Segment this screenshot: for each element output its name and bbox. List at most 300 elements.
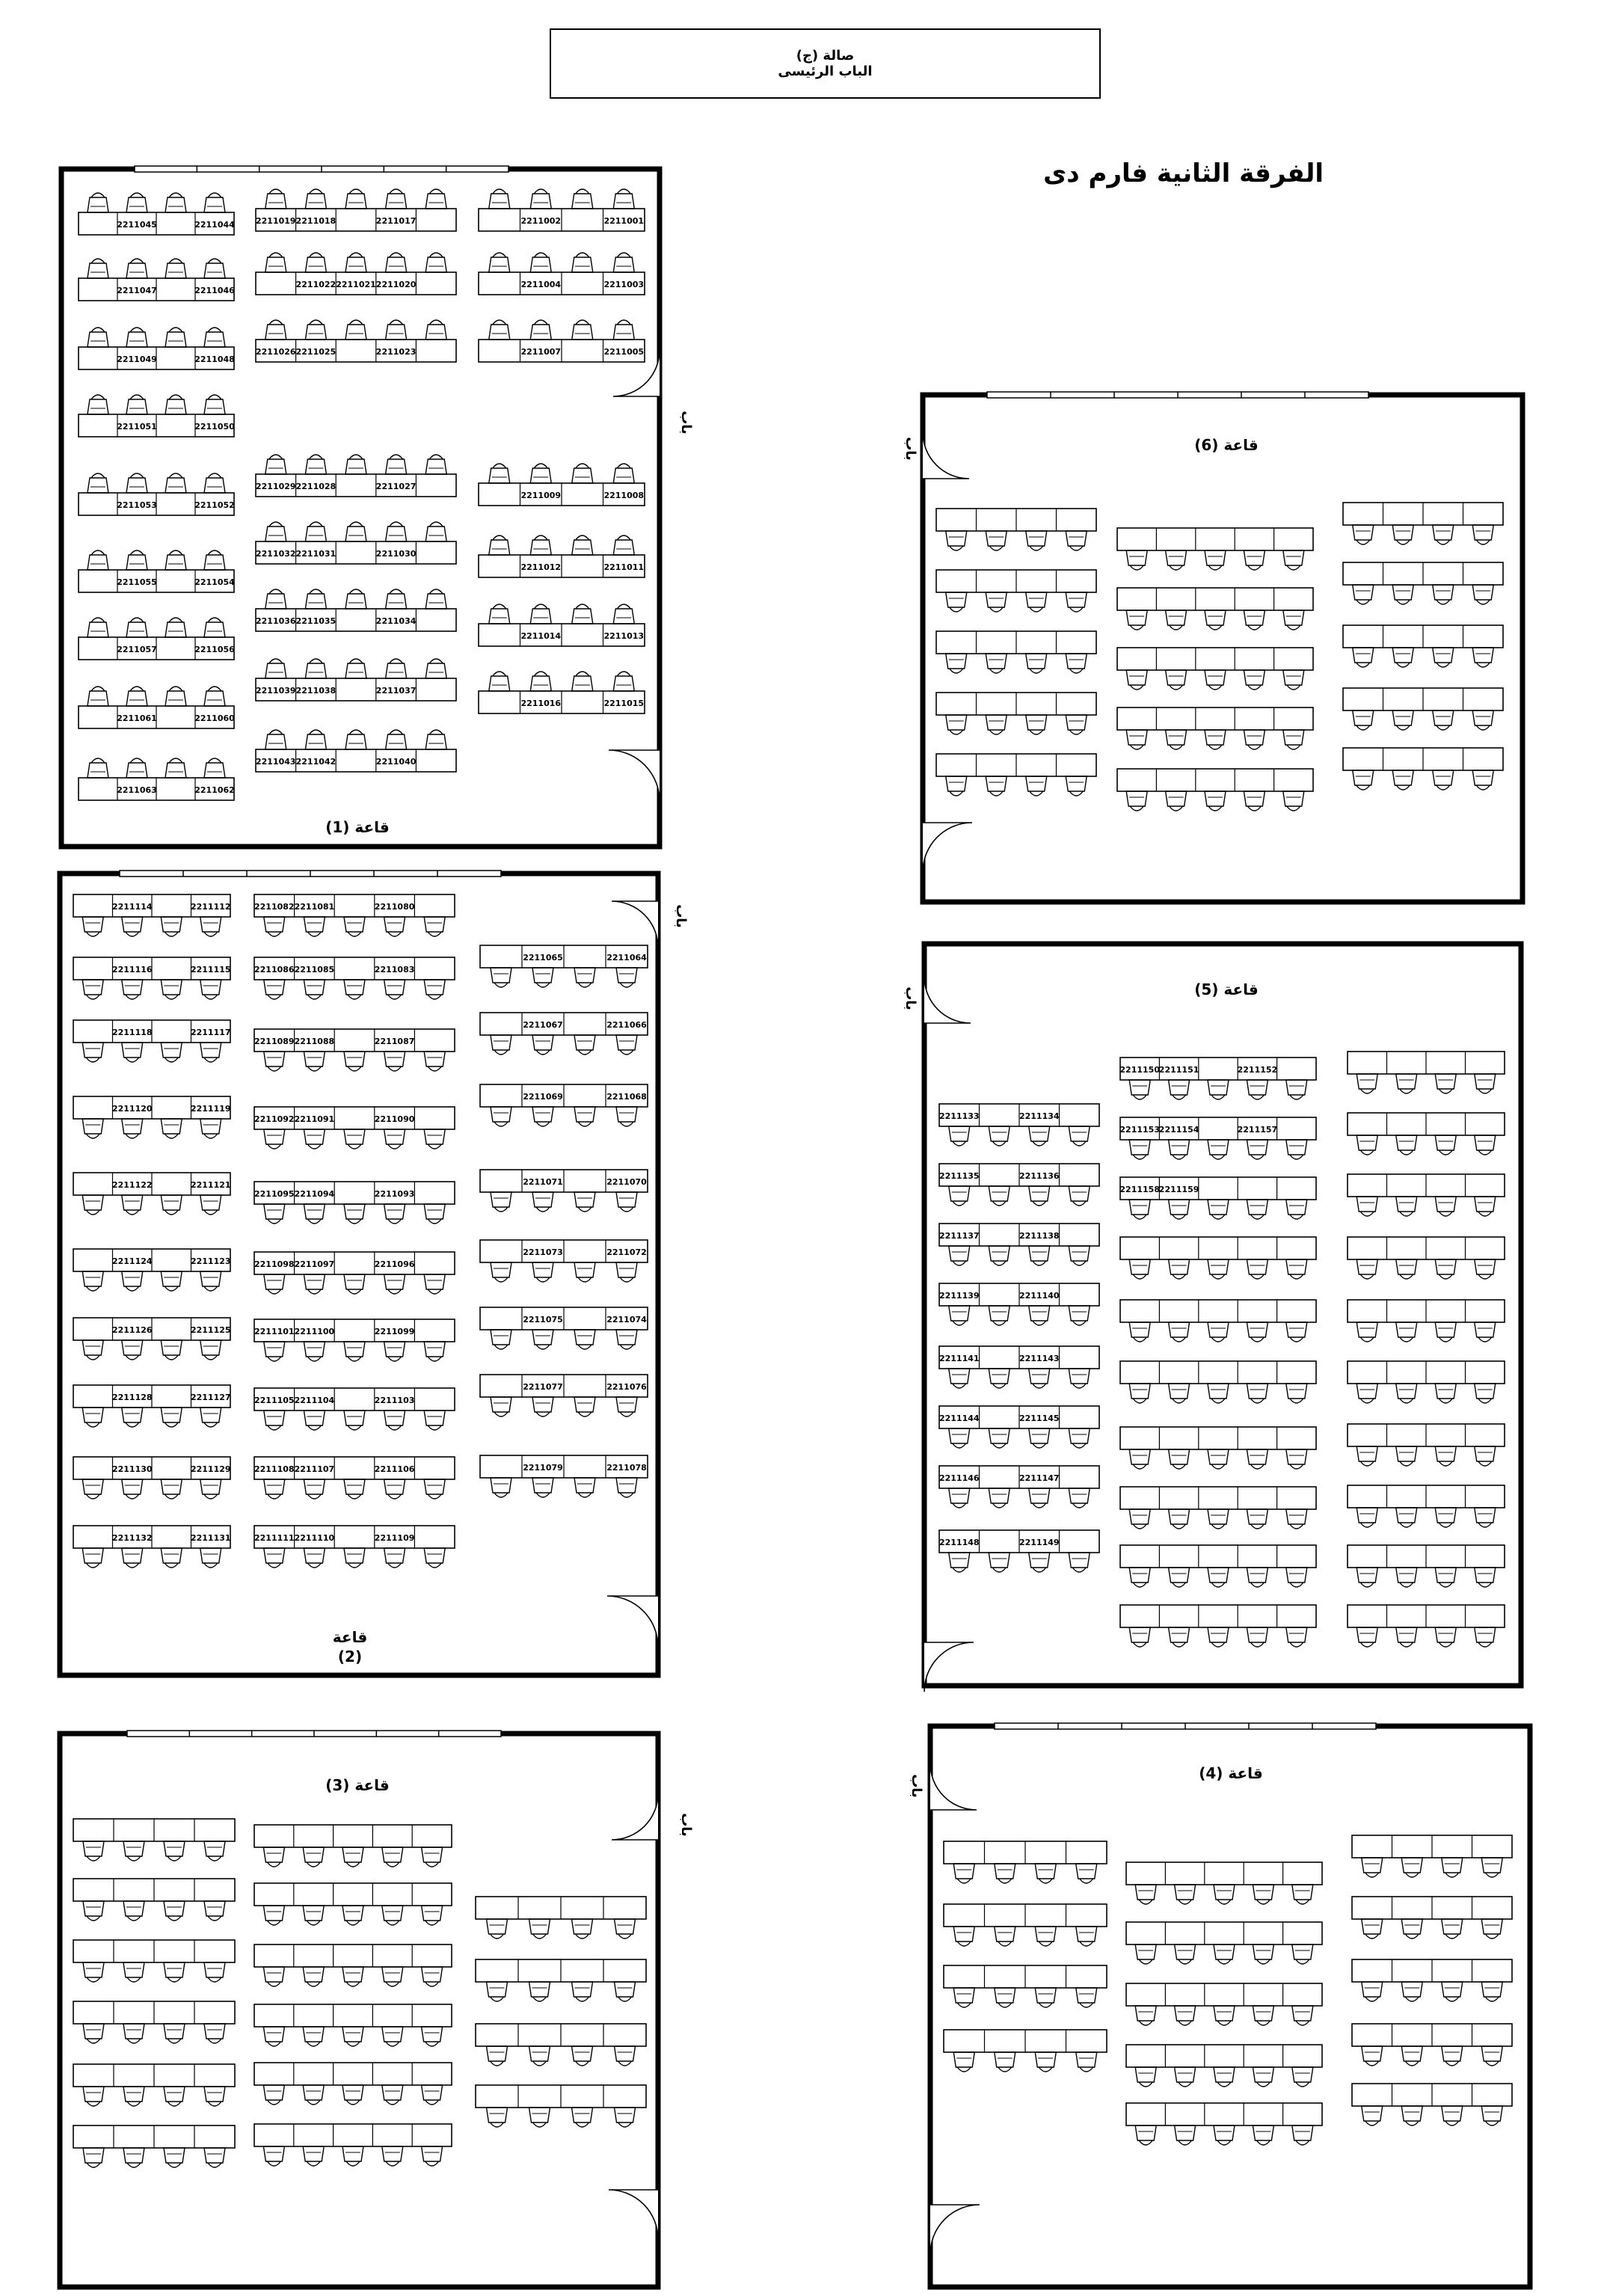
desk-group [1343, 503, 1503, 544]
student-code: 2211022 [295, 280, 337, 289]
student-code: 2211009 [520, 491, 562, 500]
desk-group [479, 320, 645, 362]
desk-group [939, 1466, 1099, 1508]
desk [254, 2004, 452, 2027]
student-code: 2211069 [523, 1092, 563, 1102]
desk-group [1120, 1605, 1316, 1647]
desk-group [1120, 1237, 1316, 1279]
desk-group [480, 1375, 648, 1416]
student-code: 2211116 [111, 965, 153, 974]
student-code: 2211054 [194, 577, 235, 587]
room-2-label-number: (2) [337, 1648, 363, 1666]
desk-group [254, 1944, 452, 1986]
desk-group [1348, 1113, 1505, 1155]
student-code: 2211096 [374, 1259, 415, 1269]
student-code: 2211043 [256, 757, 296, 767]
desk [1126, 1983, 1322, 2006]
desk-group [79, 473, 235, 515]
desk-group [256, 189, 456, 231]
desk-group [254, 1107, 455, 1149]
student-code: 2211070 [606, 1177, 647, 1187]
desk [1117, 588, 1313, 610]
desk-group [1117, 528, 1313, 570]
desk-group [939, 1530, 1099, 1572]
student-code: 2211055 [117, 577, 157, 587]
student-code: 2211005 [603, 347, 645, 357]
student-code: 2211065 [523, 953, 563, 963]
student-code: 2211140 [1018, 1291, 1060, 1301]
student-code: 2211057 [117, 645, 157, 654]
desk-group [254, 2063, 452, 2105]
student-code: 2211064 [606, 953, 647, 963]
desk-group [73, 1249, 231, 1291]
desk-group [73, 1318, 231, 1360]
student-code: 2211104 [294, 1396, 335, 1405]
desk-group [480, 1455, 648, 1497]
desk [1117, 528, 1313, 550]
student-code: 2211150 [1119, 1065, 1160, 1075]
desk [1126, 1922, 1322, 1944]
desk-group [939, 1406, 1099, 1448]
student-code: 2211133 [938, 1111, 980, 1121]
student-code: 2211074 [606, 1315, 647, 1325]
desk-group [936, 631, 1096, 673]
desk [1126, 2103, 1322, 2125]
desk-group [254, 1825, 452, 1867]
desk-group [254, 1526, 455, 1568]
student-code: 2211045 [117, 220, 157, 230]
student-code: 2211149 [1018, 1538, 1060, 1547]
student-code: 2211050 [194, 422, 235, 432]
desk-group [1119, 1177, 1316, 1219]
desk [1126, 2045, 1322, 2067]
student-code: 2211072 [606, 1247, 647, 1257]
room-4 [930, 1726, 1530, 2287]
desk-group [1120, 1545, 1316, 1587]
student-code: 2211026 [256, 347, 296, 357]
desk-group [256, 455, 456, 497]
door-label: باب [678, 1813, 694, 1837]
desk [254, 1883, 452, 1906]
student-code: 2211112 [190, 902, 231, 912]
room-3-label: قاعة (3) [325, 1776, 390, 1794]
student-code: 2211004 [520, 280, 562, 289]
desk-group [480, 1013, 648, 1055]
desk-group [79, 328, 235, 369]
student-code: 2211091 [294, 1114, 335, 1124]
desk-group [1352, 1959, 1512, 2001]
student-code: 2211063 [117, 785, 157, 795]
student-code: 2211031 [295, 549, 337, 559]
student-code: 2211011 [603, 562, 645, 572]
door-room-4-b [930, 2205, 980, 2254]
student-code: 2211114 [111, 902, 153, 912]
student-code: 2211119 [190, 1104, 231, 1114]
student-code: 2211147 [1018, 1473, 1060, 1483]
student-code: 2211105 [254, 1396, 295, 1405]
desk-group [1126, 2045, 1322, 2087]
door-label: باب [909, 1774, 924, 1798]
desk-group [1348, 1361, 1505, 1403]
desk-group [1120, 1361, 1316, 1403]
desk-group [1120, 1487, 1316, 1529]
student-code: 2211018 [295, 216, 337, 226]
student-code: 2211110 [294, 1533, 335, 1543]
desk-group [256, 589, 456, 631]
student-code: 2211046 [194, 286, 235, 295]
student-code: 2211053 [117, 500, 157, 510]
student-code: 2211030 [375, 549, 417, 559]
door-room-3-b [609, 2190, 658, 2239]
door-room-6-a [923, 432, 969, 479]
desk-group [1126, 1862, 1322, 1904]
desk [1120, 1605, 1316, 1627]
desk-group [1119, 1058, 1316, 1099]
desk-group [1343, 688, 1503, 730]
desk-group [936, 693, 1096, 734]
room-2-label: قاعة [332, 1628, 368, 1646]
desk-group [479, 672, 645, 713]
desk-group [944, 2030, 1107, 2072]
desk-group [936, 754, 1096, 796]
desk [1120, 1545, 1316, 1568]
student-code: 2211039 [256, 686, 296, 696]
desk-group [939, 1283, 1099, 1325]
desk-group [480, 945, 648, 987]
desk-group [1348, 1237, 1505, 1279]
student-code: 2211036 [256, 616, 296, 626]
desk-group [939, 1104, 1099, 1146]
student-code: 2211111 [254, 1533, 295, 1543]
student-code: 2211044 [194, 220, 235, 230]
desk [254, 2124, 452, 2146]
desk-group [79, 758, 235, 800]
desk [254, 2063, 452, 2085]
desk-group [476, 1897, 646, 1939]
desk-group [1352, 1897, 1512, 1939]
student-code: 2211060 [194, 713, 235, 723]
student-code: 2211146 [938, 1473, 980, 1483]
desk-group [1120, 1300, 1316, 1342]
door-room-2-a [612, 901, 658, 948]
desk [1120, 1487, 1316, 1509]
student-code: 2211023 [375, 347, 417, 357]
student-code: 2211016 [520, 699, 562, 708]
desk-group [939, 1346, 1099, 1388]
student-code: 2211075 [523, 1315, 563, 1325]
student-code: 2211076 [606, 1382, 647, 1392]
student-code: 2211124 [111, 1256, 153, 1266]
desk-group [1119, 1117, 1316, 1159]
student-code: 2211040 [375, 757, 417, 767]
student-code: 2211121 [190, 1180, 231, 1190]
student-code: 2211017 [375, 216, 417, 226]
student-code: 2211051 [117, 422, 157, 432]
student-code: 2211090 [374, 1114, 415, 1124]
desk-group [479, 604, 645, 646]
student-code: 2211092 [254, 1114, 295, 1124]
desk-group [944, 1965, 1107, 2007]
student-code: 2211083 [374, 965, 415, 974]
student-code: 2211062 [194, 785, 235, 795]
room-5-label: قاعة (5) [1194, 980, 1259, 998]
student-code: 2211158 [1119, 1185, 1160, 1194]
desk-group [479, 253, 645, 295]
desk-group [936, 570, 1096, 612]
desk-group [480, 1170, 648, 1212]
student-code: 2211066 [606, 1020, 647, 1030]
desk-group [1126, 1983, 1322, 2025]
desk-group [73, 1385, 231, 1427]
desk [1117, 707, 1313, 730]
student-code: 2211081 [294, 902, 335, 912]
door-room-2-b [607, 1596, 658, 1647]
student-code: 2211094 [294, 1189, 335, 1199]
student-code: 2211151 [1158, 1065, 1199, 1075]
student-code: 2211034 [375, 616, 417, 626]
student-code: 2211097 [294, 1259, 335, 1269]
desk-group [1352, 2084, 1512, 2125]
desk-group [1352, 1835, 1512, 1877]
student-code: 2211153 [1119, 1125, 1160, 1135]
desk-group [944, 1904, 1107, 1946]
student-code: 2211068 [606, 1092, 647, 1102]
student-code: 2211021 [336, 280, 376, 289]
student-code: 2211125 [190, 1325, 231, 1335]
room-4-label: قاعة (4) [1199, 1764, 1263, 1782]
student-code: 2211008 [603, 491, 645, 500]
student-code: 2211098 [254, 1259, 295, 1269]
student-code: 2211049 [117, 354, 157, 364]
door-room-6-b [923, 823, 972, 872]
student-code: 2211077 [523, 1382, 563, 1392]
desk-group [479, 464, 645, 506]
student-code: 2211100 [294, 1327, 335, 1336]
desk-group [480, 1084, 648, 1126]
desk-group [254, 2004, 452, 2046]
door-label: باب [678, 411, 694, 435]
student-code: 2211127 [190, 1393, 231, 1402]
desk [1117, 769, 1313, 791]
desk-group [1117, 648, 1313, 690]
desk [1126, 1862, 1322, 1885]
desk-group [73, 1457, 231, 1499]
student-code: 2211145 [1018, 1413, 1060, 1423]
desk-group [79, 259, 235, 301]
desk-group [73, 2001, 235, 2043]
student-code: 2211029 [256, 482, 296, 491]
student-code: 2211007 [520, 347, 562, 357]
student-code: 2211028 [295, 482, 337, 491]
student-code: 2211012 [520, 562, 562, 572]
student-code: 2211134 [1018, 1111, 1060, 1121]
door-room-1-b [609, 750, 660, 801]
desk-group [939, 1224, 1099, 1265]
desk-group [1348, 1545, 1505, 1587]
student-code: 2211048 [194, 354, 235, 364]
desk-group [73, 1020, 231, 1062]
desk-group [254, 894, 455, 936]
door-label: باب [903, 986, 918, 1010]
student-code: 2211132 [111, 1533, 153, 1543]
student-code: 2211136 [1018, 1171, 1060, 1181]
desk-group [73, 1940, 235, 1982]
desk [1117, 648, 1313, 670]
desk-group [73, 1096, 231, 1138]
student-code: 2211139 [938, 1291, 980, 1301]
student-code: 2211159 [1158, 1185, 1199, 1194]
desk-group [1126, 1922, 1322, 1964]
desk-group [1117, 769, 1313, 811]
student-code: 2211103 [374, 1396, 415, 1405]
desk-group [1348, 1052, 1505, 1093]
student-code: 2211061 [117, 713, 157, 723]
desk-group [254, 2124, 452, 2166]
desk-group [254, 1252, 455, 1294]
desk-group [1352, 2024, 1512, 2066]
desk-group [256, 253, 456, 295]
student-code: 2211025 [295, 347, 337, 357]
student-code: 2211032 [256, 549, 296, 559]
desk-group [254, 1388, 455, 1430]
student-code: 2211047 [117, 286, 157, 295]
room-1-label: قاعة (1) [325, 818, 390, 836]
desk-group [254, 1029, 455, 1071]
student-code: 2211042 [295, 757, 337, 767]
student-code: 2211154 [1158, 1125, 1199, 1135]
student-code: 2211093 [374, 1189, 415, 1199]
student-code: 2211019 [256, 216, 296, 226]
desk-group [73, 2125, 235, 2167]
door-room-4-a [930, 1764, 977, 1810]
student-code: 2211129 [190, 1464, 231, 1474]
desk-group [73, 1879, 235, 1921]
room-6-label: قاعة (6) [1194, 436, 1259, 454]
desk-group [256, 522, 456, 564]
desk-group [79, 687, 235, 728]
desk-group [256, 659, 456, 701]
desk-group [1348, 1485, 1505, 1527]
desk-group [1348, 1605, 1505, 1647]
student-code: 2211079 [523, 1463, 563, 1473]
desk-group [254, 1182, 455, 1224]
desk-group [1343, 562, 1503, 604]
student-code: 2211143 [1018, 1354, 1060, 1363]
student-code: 2211038 [295, 686, 337, 696]
student-code: 2211152 [1237, 1065, 1278, 1075]
desk-group [254, 1883, 452, 1925]
desk [1120, 1427, 1316, 1449]
student-code: 2211120 [111, 1104, 153, 1114]
student-code: 2211085 [294, 965, 335, 974]
desk-group [73, 2064, 235, 2106]
desk-group [1343, 625, 1503, 667]
student-code: 2211101 [254, 1327, 295, 1336]
student-code: 2211089 [254, 1037, 295, 1046]
desk-group [256, 730, 456, 772]
desk-group [73, 1173, 231, 1215]
student-code: 2211015 [603, 699, 645, 708]
desk-group [73, 894, 231, 936]
student-code: 2211073 [523, 1247, 563, 1257]
student-code: 2211141 [938, 1354, 980, 1363]
desk-group [1343, 748, 1503, 790]
student-code: 2211003 [603, 280, 645, 289]
desk-group [1348, 1300, 1505, 1342]
desk-group [480, 1307, 648, 1349]
desk-group [939, 1164, 1099, 1206]
desk-group [254, 957, 455, 999]
desk-group [79, 395, 235, 437]
desk-group [73, 1819, 235, 1861]
student-code: 2211087 [374, 1037, 415, 1046]
student-code: 2211082 [254, 902, 295, 912]
desk-group [476, 2085, 646, 2127]
student-code: 2211095 [254, 1189, 295, 1199]
desk-group [1120, 1427, 1316, 1469]
student-code: 2211118 [111, 1028, 153, 1037]
desk-group [1348, 1174, 1505, 1216]
student-code: 2211148 [938, 1538, 980, 1547]
student-code: 2211020 [375, 280, 417, 289]
desk-group [480, 1240, 648, 1282]
door-room-5-a [924, 977, 971, 1023]
student-code: 2211080 [374, 902, 415, 912]
student-code: 2211157 [1237, 1125, 1278, 1135]
student-code: 2211123 [190, 1256, 231, 1266]
student-code: 2211137 [938, 1231, 980, 1241]
student-code: 2211035 [295, 616, 337, 626]
desk-group [73, 957, 231, 999]
student-code: 2211078 [606, 1463, 647, 1473]
desk-group [936, 509, 1096, 550]
desk-group [1348, 1424, 1505, 1466]
desk-group [476, 1959, 646, 2001]
student-code: 2211002 [520, 216, 562, 226]
desk [254, 1825, 452, 1847]
door-label: باب [673, 904, 689, 928]
student-code: 2211109 [374, 1533, 415, 1543]
student-code: 2211135 [938, 1171, 980, 1181]
student-code: 2211107 [294, 1464, 335, 1474]
desk-group [79, 618, 235, 660]
student-code: 2211130 [111, 1464, 153, 1474]
student-code: 2211052 [194, 500, 235, 510]
desk [1120, 1237, 1316, 1259]
student-code: 2211088 [294, 1037, 335, 1046]
student-code: 2211027 [375, 482, 417, 491]
student-code: 2211126 [111, 1325, 153, 1335]
student-code: 2211131 [190, 1533, 231, 1543]
student-code: 2211056 [194, 645, 235, 654]
desk-group [73, 1526, 231, 1568]
door-room-3-a [612, 1793, 658, 1840]
desk-group [1117, 588, 1313, 630]
student-code: 2211117 [190, 1028, 231, 1037]
desk-group [1117, 707, 1313, 749]
student-code: 2211128 [111, 1393, 153, 1402]
student-code: 2211013 [603, 631, 645, 641]
desk [1120, 1361, 1316, 1384]
student-code: 2211071 [523, 1177, 563, 1187]
student-code: 2211067 [523, 1020, 563, 1030]
desk-group [1126, 2103, 1322, 2145]
student-code: 2211001 [603, 216, 645, 226]
main-entrance-label: الباب الرئيسى [778, 64, 873, 79]
door-label: باب [903, 437, 918, 461]
desk-group [254, 1319, 455, 1361]
student-code: 2211122 [111, 1180, 153, 1190]
